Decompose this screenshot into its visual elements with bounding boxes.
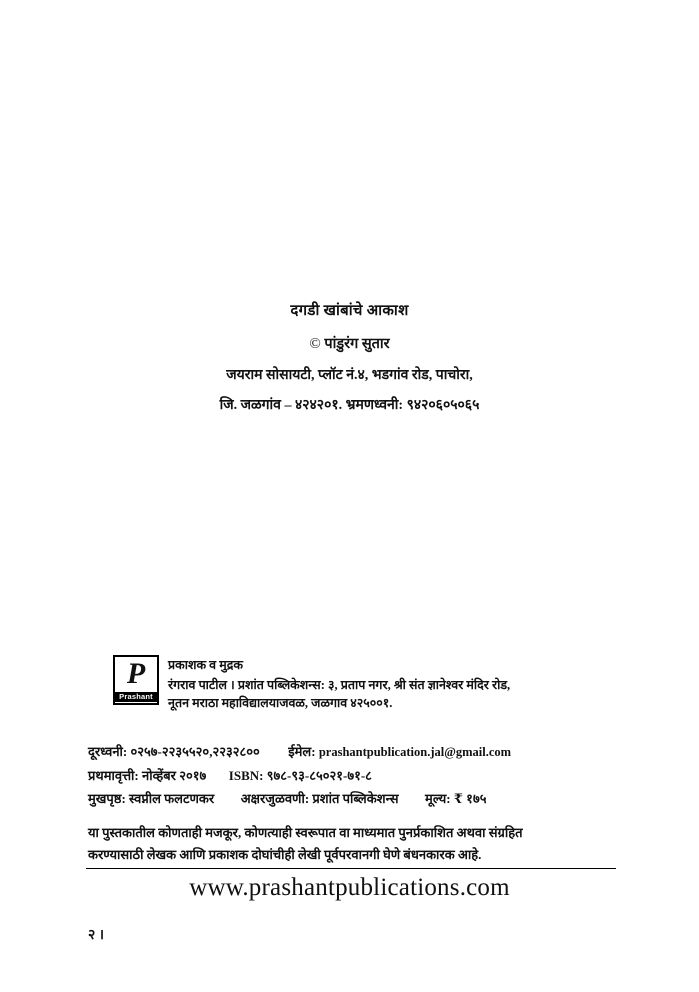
isbn-label: ISBN: bbox=[228, 768, 264, 783]
cover-value: स्वप्नील फलटणकर bbox=[129, 791, 215, 806]
publisher-heading: प्रकाशक व मुद्रक bbox=[168, 658, 243, 672]
credits-line bbox=[88, 787, 613, 810]
typesetting-value: प्रशांत पब्लिकेशन्स bbox=[312, 791, 399, 806]
copyright-line bbox=[0, 333, 699, 353]
publisher-block bbox=[113, 655, 593, 712]
notice-line-1: या पुस्तकातील कोणताही मजकूर, कोणत्याही स्वरूपात वा माध्यमात पुनर्प्रकाशित अथवा संग्रहित bbox=[88, 825, 523, 840]
email-value: prashantpublication.jal@gmail.com bbox=[318, 745, 512, 759]
book-title: दगडी खांबांचे आकाश bbox=[290, 303, 409, 319]
notice-line-2: करण्यासाठी लेखक आणि प्रकाशक दोघांचीही लेखी पूर्वपरवानगी घेणे बंधनकारक आहे. bbox=[88, 847, 482, 862]
isbn-value: ९७८-९३-८५०२१-७१-८ bbox=[266, 768, 372, 783]
cover-label: मुखपृष्ठ: bbox=[88, 791, 126, 806]
copyright-symbol-icon: © bbox=[309, 336, 321, 352]
publisher-address-line-1: रंगराव पाटील । प्रशांत पब्लिकेशन्स: ३, प्रताप नगर, श्री संत ज्ञानेश्वर मंदिर रोड, bbox=[168, 678, 511, 692]
phone-line bbox=[88, 740, 613, 764]
phone-value: ०२५७-२२३५५२०,२२३२८०० bbox=[130, 744, 260, 759]
horizontal-divider bbox=[86, 868, 616, 869]
publisher-website: www.prashantpublications.com bbox=[189, 874, 510, 901]
copyright-block bbox=[0, 300, 699, 425]
publisher-row bbox=[113, 655, 593, 712]
author-address-line-2: जि. जळगांव – ४२४२०१. भ्रमणध्वनी: ९४२०६०५०६५ bbox=[219, 398, 480, 413]
publisher-text bbox=[168, 655, 593, 712]
price-label: मूल्य: bbox=[425, 791, 451, 806]
prashant-logo-icon bbox=[113, 655, 159, 705]
edition-label: प्रथमावृत्ती: bbox=[88, 768, 139, 783]
price-value: ₹ १७५ bbox=[453, 791, 487, 806]
edition-line bbox=[88, 764, 613, 787]
publication-meta-block bbox=[88, 740, 613, 810]
author-address-line-1: जयराम सोसायटी, प्लॉट नं.४, भडगांव रोड, पाचोरा, bbox=[226, 368, 473, 383]
logo-name: Prashant bbox=[115, 692, 157, 702]
edition-value: नोव्हेंबर २०१७ bbox=[142, 768, 207, 783]
logo-letter: P bbox=[126, 657, 146, 690]
page-number: २ । bbox=[88, 928, 105, 943]
publisher-address-line-2: नूतन मराठा महाविद्यालयाजवळ, जळगाव ४२५००१. bbox=[168, 696, 393, 710]
phone-label: दूरध्वनी: bbox=[88, 744, 128, 759]
email-label: ईमेल: bbox=[288, 744, 316, 759]
copyright-holder: पांडुरंग सुतार bbox=[324, 336, 390, 352]
typesetting-label: अक्षरजुळवणी: bbox=[240, 791, 310, 806]
copyright-notice bbox=[88, 822, 616, 866]
